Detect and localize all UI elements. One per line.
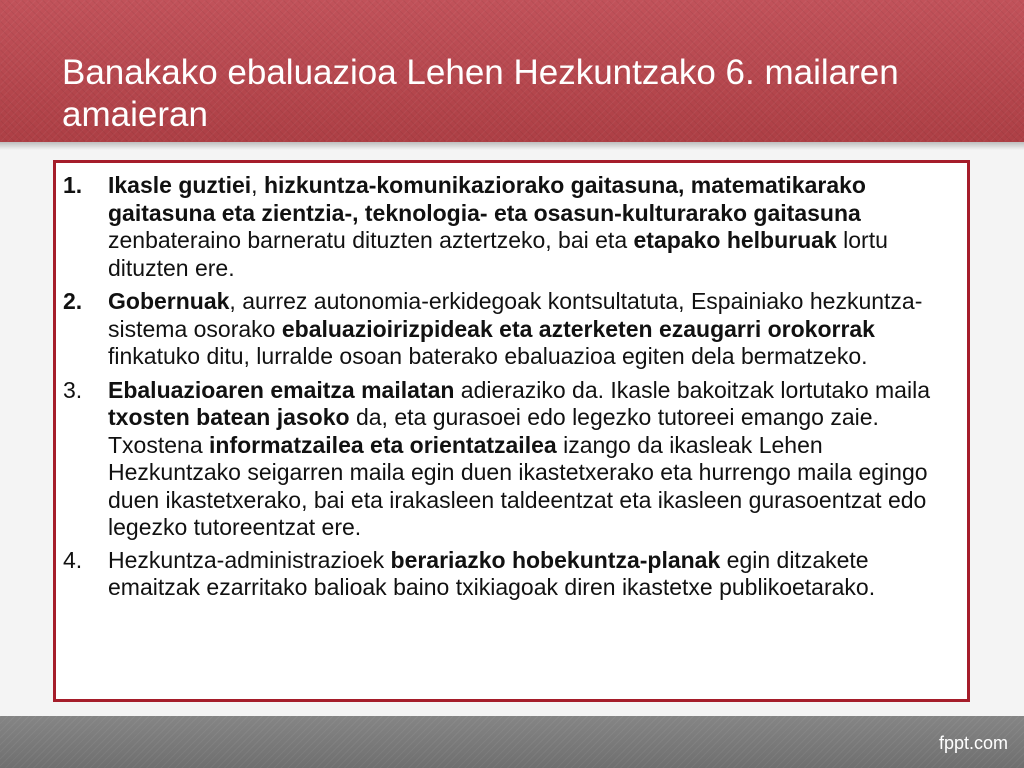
bold-text-segment: ebaluazioirizpideak eta azterketen ezaugarri orokorrak [281, 315, 875, 342]
numbered-list [63, 172, 961, 608]
bold-text-segment: berariazko hobekuntza-planak [390, 546, 721, 573]
text-segment: izango da ikasleak Lehen Hezkuntzako seigarren maila egin duen ikastetxerako eta hurrengo maila egingo duen ikastetxerako, bai eta irakasleen taldeentzat eta ikasleen gurasoentzat edo legezko tutoreentzat ere. [108, 431, 928, 540]
text-segment: lortu dituzten ere. [108, 227, 888, 281]
slide-footer [0, 716, 1024, 768]
list-item [63, 288, 961, 371]
text-segment: Hezkuntza-administrazioek [108, 546, 391, 573]
slide-title: Banakako ebaluazioa Lehen Hezkuntzako 6. mailaren amaieran [62, 53, 899, 134]
text-segment: egin ditzakete emaitzak ezarritako balioak baino txikiagoak diren ikastetxe publikoetarako. [108, 546, 876, 600]
list-item-number: 1. [63, 172, 83, 198]
bold-text-segment: Ebaluazioaren emaitza mailatan [108, 376, 455, 403]
slide-header [0, 0, 1024, 142]
brand-watermark: fppt.com [938, 733, 1008, 753]
list-item [63, 547, 961, 602]
bold-text-segment: etapako helburuak [633, 227, 837, 253]
bold-text-segment: hizkuntza-komunikaziorako gaitasuna, matematikarako gaitasuna eta zientzia-, teknologia- eta osasun-kulturarako gaitasuna [108, 172, 866, 226]
list-item-number: 2. [63, 288, 83, 314]
bold-text-segment: Ikasle guztiei [108, 172, 252, 198]
content-box [53, 160, 970, 702]
list-item-number: 3. [63, 376, 83, 403]
bold-text-segment: informatzailea eta orientatzailea [209, 431, 557, 458]
list-item-number: 4. [63, 546, 83, 573]
text-segment: da, eta gurasoei edo legezko tutoreei emango zaie. Txostena [108, 404, 879, 458]
list-item [63, 172, 961, 282]
text-segment: zenbateraino barneratu dituzten aztertzeko, bai eta [108, 227, 634, 253]
bold-text-segment: Gobernuak [108, 288, 230, 314]
bold-text-segment: txosten batean jasoko [108, 404, 350, 430]
text-segment: finkatuko ditu, lurralde osoan baterako ebaluazioa egiten dela bermatzeko. [108, 343, 868, 369]
header-shadow [0, 142, 1024, 150]
text-segment: adieraziko da. Ikasle bakoitzak lortutako maila [454, 376, 930, 403]
list-item [63, 377, 961, 542]
text-segment: , aurrez autonomia-erkidegoak kontsultatuta, Espainiako hezkuntza-sistema osorako [108, 288, 923, 342]
text-segment: , [251, 172, 264, 198]
